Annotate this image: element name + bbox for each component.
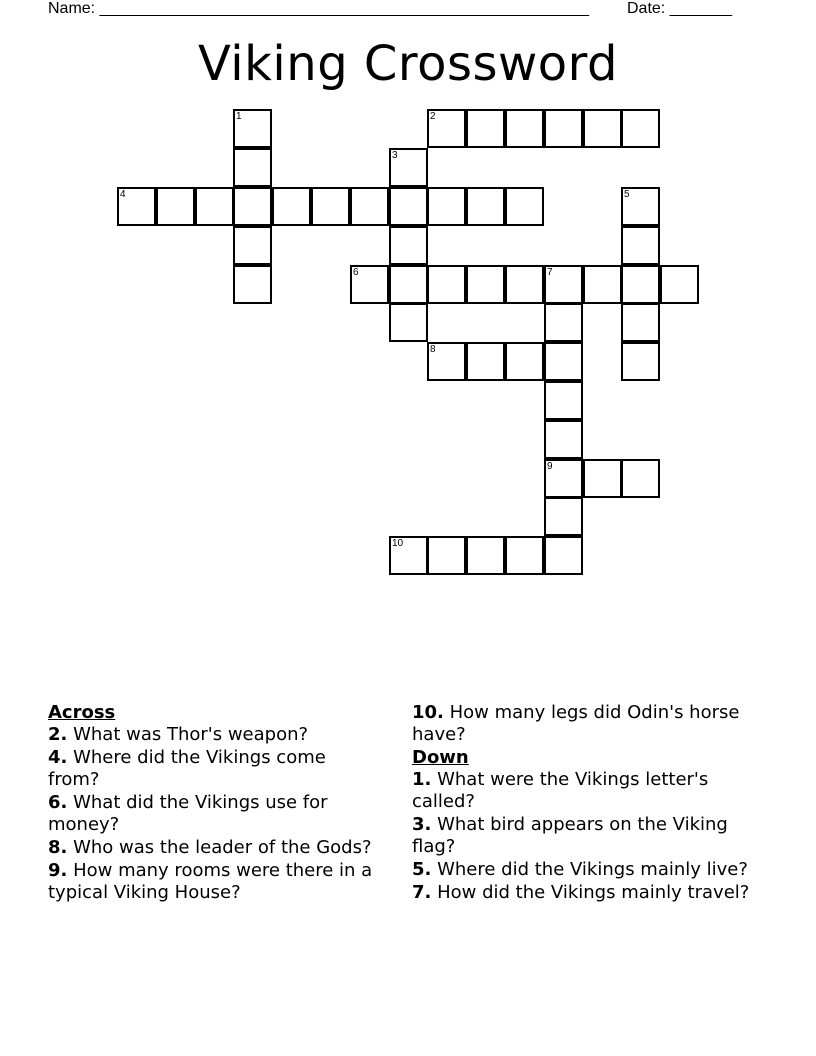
grid-cell[interactable] [505, 536, 544, 575]
grid-cell[interactable] [389, 187, 428, 226]
cell-number: 5 [624, 189, 630, 200]
grid-cell[interactable] [621, 342, 660, 381]
grid-cell[interactable] [621, 459, 660, 498]
grid-cell[interactable] [427, 265, 466, 304]
grid-cell[interactable] [621, 187, 660, 226]
grid-cell[interactable] [505, 265, 544, 304]
grid-cell[interactable] [389, 303, 428, 342]
grid-cell[interactable] [389, 148, 428, 187]
clue-down-3 [412, 814, 762, 858]
grid-cell[interactable] [272, 187, 311, 226]
grid-cell[interactable] [621, 226, 660, 265]
clues-column-right [412, 702, 762, 905]
clue-number: 8. [48, 837, 68, 858]
grid-cell[interactable] [350, 187, 389, 226]
grid-cell[interactable] [621, 265, 660, 304]
grid-cell[interactable] [389, 226, 428, 265]
clue-number: 5. [412, 859, 432, 880]
clue-across-6 [48, 792, 378, 836]
cell-number: 2 [430, 111, 436, 122]
clue-text: How many rooms were there in a typical Viking House? [48, 860, 373, 903]
grid-cell[interactable] [156, 187, 195, 226]
clue-number: 1. [412, 769, 432, 790]
grid-cell[interactable] [621, 303, 660, 342]
grid-cell[interactable] [544, 536, 583, 575]
cell-number: 3 [392, 150, 398, 161]
cell-number: 9 [547, 461, 553, 472]
clue-text: Who was the leader of the Gods? [67, 837, 372, 858]
grid-cell[interactable] [233, 109, 272, 148]
grid-cell[interactable] [544, 109, 583, 148]
cell-number: 7 [547, 267, 553, 278]
clue-text: Where did the Vikings come from? [48, 747, 326, 790]
grid-cell[interactable] [427, 342, 466, 381]
grid-cell[interactable] [350, 265, 389, 304]
clue-number: 3. [412, 814, 432, 835]
cell-number: 4 [120, 189, 126, 200]
clue-text: What bird appears on the Viking flag? [412, 814, 728, 857]
clue-number: 9. [48, 860, 68, 881]
grid-cell[interactable] [544, 265, 583, 304]
grid-cell[interactable] [583, 459, 622, 498]
clue-down-1 [412, 769, 762, 813]
grid-cell[interactable] [466, 187, 505, 226]
clue-number: 6. [48, 792, 68, 813]
grid-cell[interactable] [311, 187, 350, 226]
clue-down-7 [412, 882, 762, 904]
grid-cell[interactable] [117, 187, 156, 226]
clue-across-9 [48, 860, 378, 904]
grid-cell[interactable] [544, 303, 583, 342]
cell-number: 1 [236, 111, 242, 122]
clue-number: 10. [412, 702, 444, 723]
grid-cell[interactable] [544, 420, 583, 459]
clue-text: What were the Vikings letter's called? [412, 769, 709, 812]
cell-number: 10 [392, 538, 404, 549]
clue-across-4 [48, 747, 378, 791]
grid-cell[interactable] [466, 265, 505, 304]
clue-text: What was Thor's weapon? [67, 724, 309, 745]
grid-cell[interactable] [233, 265, 272, 304]
clue-text: Where did the Vikings mainly live? [431, 859, 748, 880]
cell-number: 8 [430, 344, 436, 355]
across-heading: Across [48, 702, 116, 723]
grid-cell[interactable] [583, 265, 622, 304]
grid-cell[interactable] [427, 187, 466, 226]
grid-cell[interactable] [544, 459, 583, 498]
clue-across-2 [48, 724, 378, 746]
date-field-label: Date: _______ [627, 0, 732, 17]
grid-cell[interactable] [583, 109, 622, 148]
grid-cell[interactable] [466, 536, 505, 575]
grid-cell[interactable] [621, 109, 660, 148]
grid-cell[interactable] [389, 265, 428, 304]
page-title: Viking Crossword [198, 36, 618, 92]
clue-down-5 [412, 859, 762, 881]
clue-number: 2. [48, 724, 68, 745]
clue-text: How many legs did Odin's horse have? [412, 702, 740, 745]
grid-cell[interactable] [505, 342, 544, 381]
grid-cell[interactable] [544, 342, 583, 381]
grid-cell[interactable] [660, 265, 699, 304]
grid-cell[interactable] [544, 381, 583, 420]
grid-cell[interactable] [505, 187, 544, 226]
grid-cell[interactable] [466, 109, 505, 148]
clue-number: 7. [412, 882, 432, 903]
clue-text: What did the Vikings use for money? [48, 792, 328, 835]
grid-cell[interactable] [233, 148, 272, 187]
down-heading: Down [412, 747, 469, 768]
clue-number: 4. [48, 747, 68, 768]
grid-cell[interactable] [389, 536, 428, 575]
clue-across-10 [412, 702, 762, 746]
clues-column-left [48, 702, 378, 905]
name-field-label: Name: _______________________________________________________ [48, 0, 589, 17]
grid-cell[interactable] [427, 109, 466, 148]
grid-cell[interactable] [466, 342, 505, 381]
clue-across-8 [48, 837, 378, 859]
grid-cell[interactable] [544, 497, 583, 536]
grid-cell[interactable] [233, 187, 272, 226]
grid-cell[interactable] [233, 226, 272, 265]
grid-cell[interactable] [427, 536, 466, 575]
cell-number: 6 [353, 267, 359, 278]
clue-text: How did the Vikings mainly travel? [431, 882, 750, 903]
grid-cell[interactable] [195, 187, 234, 226]
grid-cell[interactable] [505, 109, 544, 148]
